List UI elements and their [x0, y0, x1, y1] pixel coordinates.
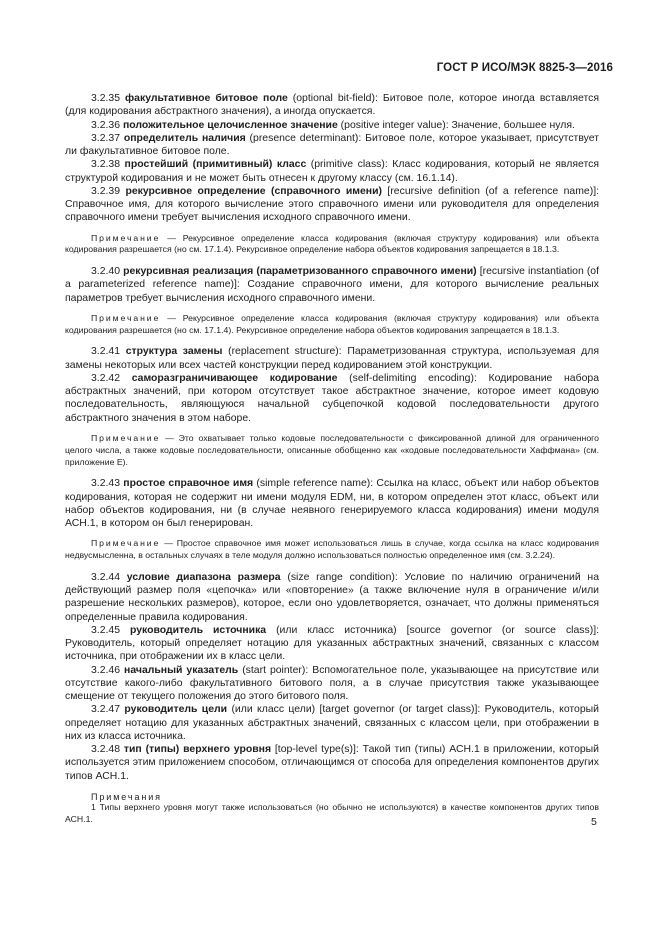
term: определитель наличия — [123, 132, 246, 144]
definition-text: (simple reference name): Ссылка на класс, объект или набор объектов кодирования, которая не содержит ни имени модуля EDM, ни, в котором определен этот класс, объект или набор объектов кодирования, ни (в случае неявного генерируемого класса кодирования) имени модуля АСН.1, в котором он был генерирован. — [65, 478, 599, 530]
term: условие диапазона размера — [126, 571, 281, 583]
definition-3-2-48 — [65, 743, 599, 783]
term: рекурсивное определение (справочного имени) — [125, 185, 383, 197]
clause-number: 3.2.45 — [91, 624, 121, 636]
term: руководитель цели — [124, 704, 228, 716]
definition-text: [top-level type(s)]: Такой тип (типы) АСН.1 в приложении, который используется этим приложением способом, отличающимся от способа для определения компонентов других типов АСН.1. — [65, 744, 600, 782]
note-text: — Рекурсивное определение класса кодирования (включая структуру кодирования) или объекта кодирования разрешается (но см. 17.1.4). Рекурсивное определение набора объектов кодирования запрещается в 18.1.3. — [65, 232, 599, 255]
definition-text: (primitive class): Класс кодирования, который не является структурой кодирования и не может быть отнесен к другому классу (см. 16.1.14). — [65, 159, 599, 184]
definition-3-2-47 — [65, 703, 599, 743]
definition-3-2-38 — [65, 158, 599, 185]
definition-3-2-46 — [65, 664, 599, 704]
definition-3-2-36 — [65, 119, 599, 132]
clause-number: 3.2.37 — [91, 132, 121, 144]
term: руководитель источника — [130, 624, 267, 636]
page-number: 5 — [591, 816, 597, 828]
clause-number: 3.2.35 — [91, 93, 121, 104]
clause-number: 3.2.44 — [91, 571, 121, 583]
clause-number: 3.2.43 — [91, 478, 121, 490]
definition-text: (replacement structure): Параметризованная структура, используемая для замены некоторых или всех частей конструкции перед кодированием этой конструкции. — [65, 346, 599, 371]
definition-text: (или класс источника) [source governor (or source class)]: Руководитель, который определяет нотацию для указанных абстрактных значений, связанных с классом источника, при отображении их в класс цели. — [65, 624, 599, 663]
definition-text: (positive integer value): Значение, большее нуля. — [337, 119, 575, 131]
note-text: — Рекурсивное определение класса кодирования (включая структуру кодирования) или объекта кодирования разрешается (но см. 17.1.4). Рекурсивное определение набора объектов кодирования запрещается в 18.1.3. — [65, 312, 599, 335]
document-header: ГОСТ Р ИСО/МЭК 8825-3—2016 — [436, 62, 613, 74]
clause-number: 3.2.46 — [91, 664, 121, 676]
clause-number: 3.2.41 — [91, 346, 121, 358]
term: простое справочное имя — [123, 478, 254, 490]
page-content — [65, 92, 599, 826]
note-top-level-types: 1 Типы верхнего уровня могут также использоваться (но обычно не используются) в качестве компонентов других типов АСН.1. — [65, 801, 599, 824]
note-recursive-definition — [65, 233, 599, 257]
definition-text: [recursive definition (of a reference name)]: Справочное имя, для которого вычисление этого справочного имени или руководителя для определения справочного имени требует вычисления исходного справочного имени. — [65, 185, 599, 224]
clause-number: 3.2.38 — [91, 159, 121, 171]
definition-3-2-39 — [65, 185, 599, 225]
note-self-delimiting — [65, 433, 599, 468]
term: рекурсивная реализация (параметризованного справочного имени) — [123, 266, 477, 278]
definition-text: (start pointer): Вспомогательное поле, указывающее на присутствие или отсутствие какого-либо факультативного битового поля, а в случае присутствия также указывающее смещение от текущего положения до этого битового поля. — [65, 664, 599, 703]
clause-number: 3.2.48 — [91, 744, 121, 756]
note-text: — Простое справочное имя может использоваться лишь в случае, когда ссылка на класс кодирования недвусмысленна, в остальных случаях в теле модуля должно использоваться полностью определенное имя (см. 3.2.24). — [65, 538, 599, 561]
clause-number: 3.2.40 — [91, 266, 121, 278]
definition-text: (self-delimiting encoding): Кодирование набора абстрактных значений, при котором отсутствует такое абстрактное значение, которое имеет кодовую последовательность, являющуюся начальной субцепочкой кодовой последовательности другого абстрактного значения в этом наборе. — [65, 372, 599, 424]
term: тип (типы) верхнего уровня — [123, 744, 272, 756]
term: простейший (примитивный) класс — [124, 159, 307, 171]
note-simple-reference — [65, 538, 599, 562]
note-label: Примечание — [91, 312, 161, 323]
term: структура замены — [125, 346, 223, 358]
note-label: Примечание — [91, 232, 161, 243]
term: начальный указатель — [124, 664, 239, 676]
clause-number: 3.2.47 — [91, 704, 121, 716]
note-label: Примечание — [91, 432, 161, 443]
clause-number: 3.2.39 — [91, 185, 121, 197]
definition-text: (или класс цели) [target governor (or target class)]: Руководитель, который определяет нотацию для указанных абстрактных значений, связанных с классом цели, при отображении в них из класса источника. — [65, 704, 600, 742]
definition-text: (optional bit-field): Битовое поле, которое иногда вставляется (для кодирования абстрактного значения), а иногда опускается. — [65, 93, 600, 118]
term: положительное целочисленное значение — [122, 119, 338, 131]
definition-3-2-40 — [65, 265, 599, 305]
definition-text: (size range condition): Условие по наличию ограничений на действующий размер поля «цепочка» или «повторение» (а также включение нуля в ограничение и/или разрешение нескольких размеров), которое, если оно удовлетворяется, означает, что должны применяться определенные правила кодирования. — [65, 571, 599, 623]
definition-text: [recursive instantiation (of a parameterized reference name)]: Создание справочного имени, для которого вычисление реальных параметров требует вычисления исходного справочного имени. — [65, 266, 599, 304]
definition-3-2-44 — [65, 571, 599, 624]
note-recursive-instantiation — [65, 313, 599, 337]
term: факультативное битовое поле — [125, 93, 288, 104]
definition-3-2-42 — [65, 372, 599, 425]
definition-3-2-35 — [65, 92, 599, 119]
definition-text: (presence determinant): Битовое поле, которое указывает, присутствует ли факультативное битовое поле. — [65, 132, 599, 157]
definition-3-2-41 — [65, 345, 599, 372]
definition-3-2-43 — [65, 477, 599, 530]
note-text: — Это охватывает только кодовые последовательности с фиксированной длиной для ограниченного целого числа, а также кодовые последовательности, описанные обобщенно как «кодовые последовательности Хаффмана» (см. приложение Е). — [65, 432, 599, 467]
notes-title: Примечания — [91, 791, 162, 802]
term: саморазграничивающее кодирование — [131, 372, 338, 384]
clause-number: 3.2.42 — [91, 372, 121, 384]
definition-3-2-37 — [65, 132, 599, 159]
definition-3-2-45 — [65, 624, 599, 664]
clause-number: 3.2.36 — [91, 119, 121, 131]
note-label: Примечание — [91, 538, 161, 549]
